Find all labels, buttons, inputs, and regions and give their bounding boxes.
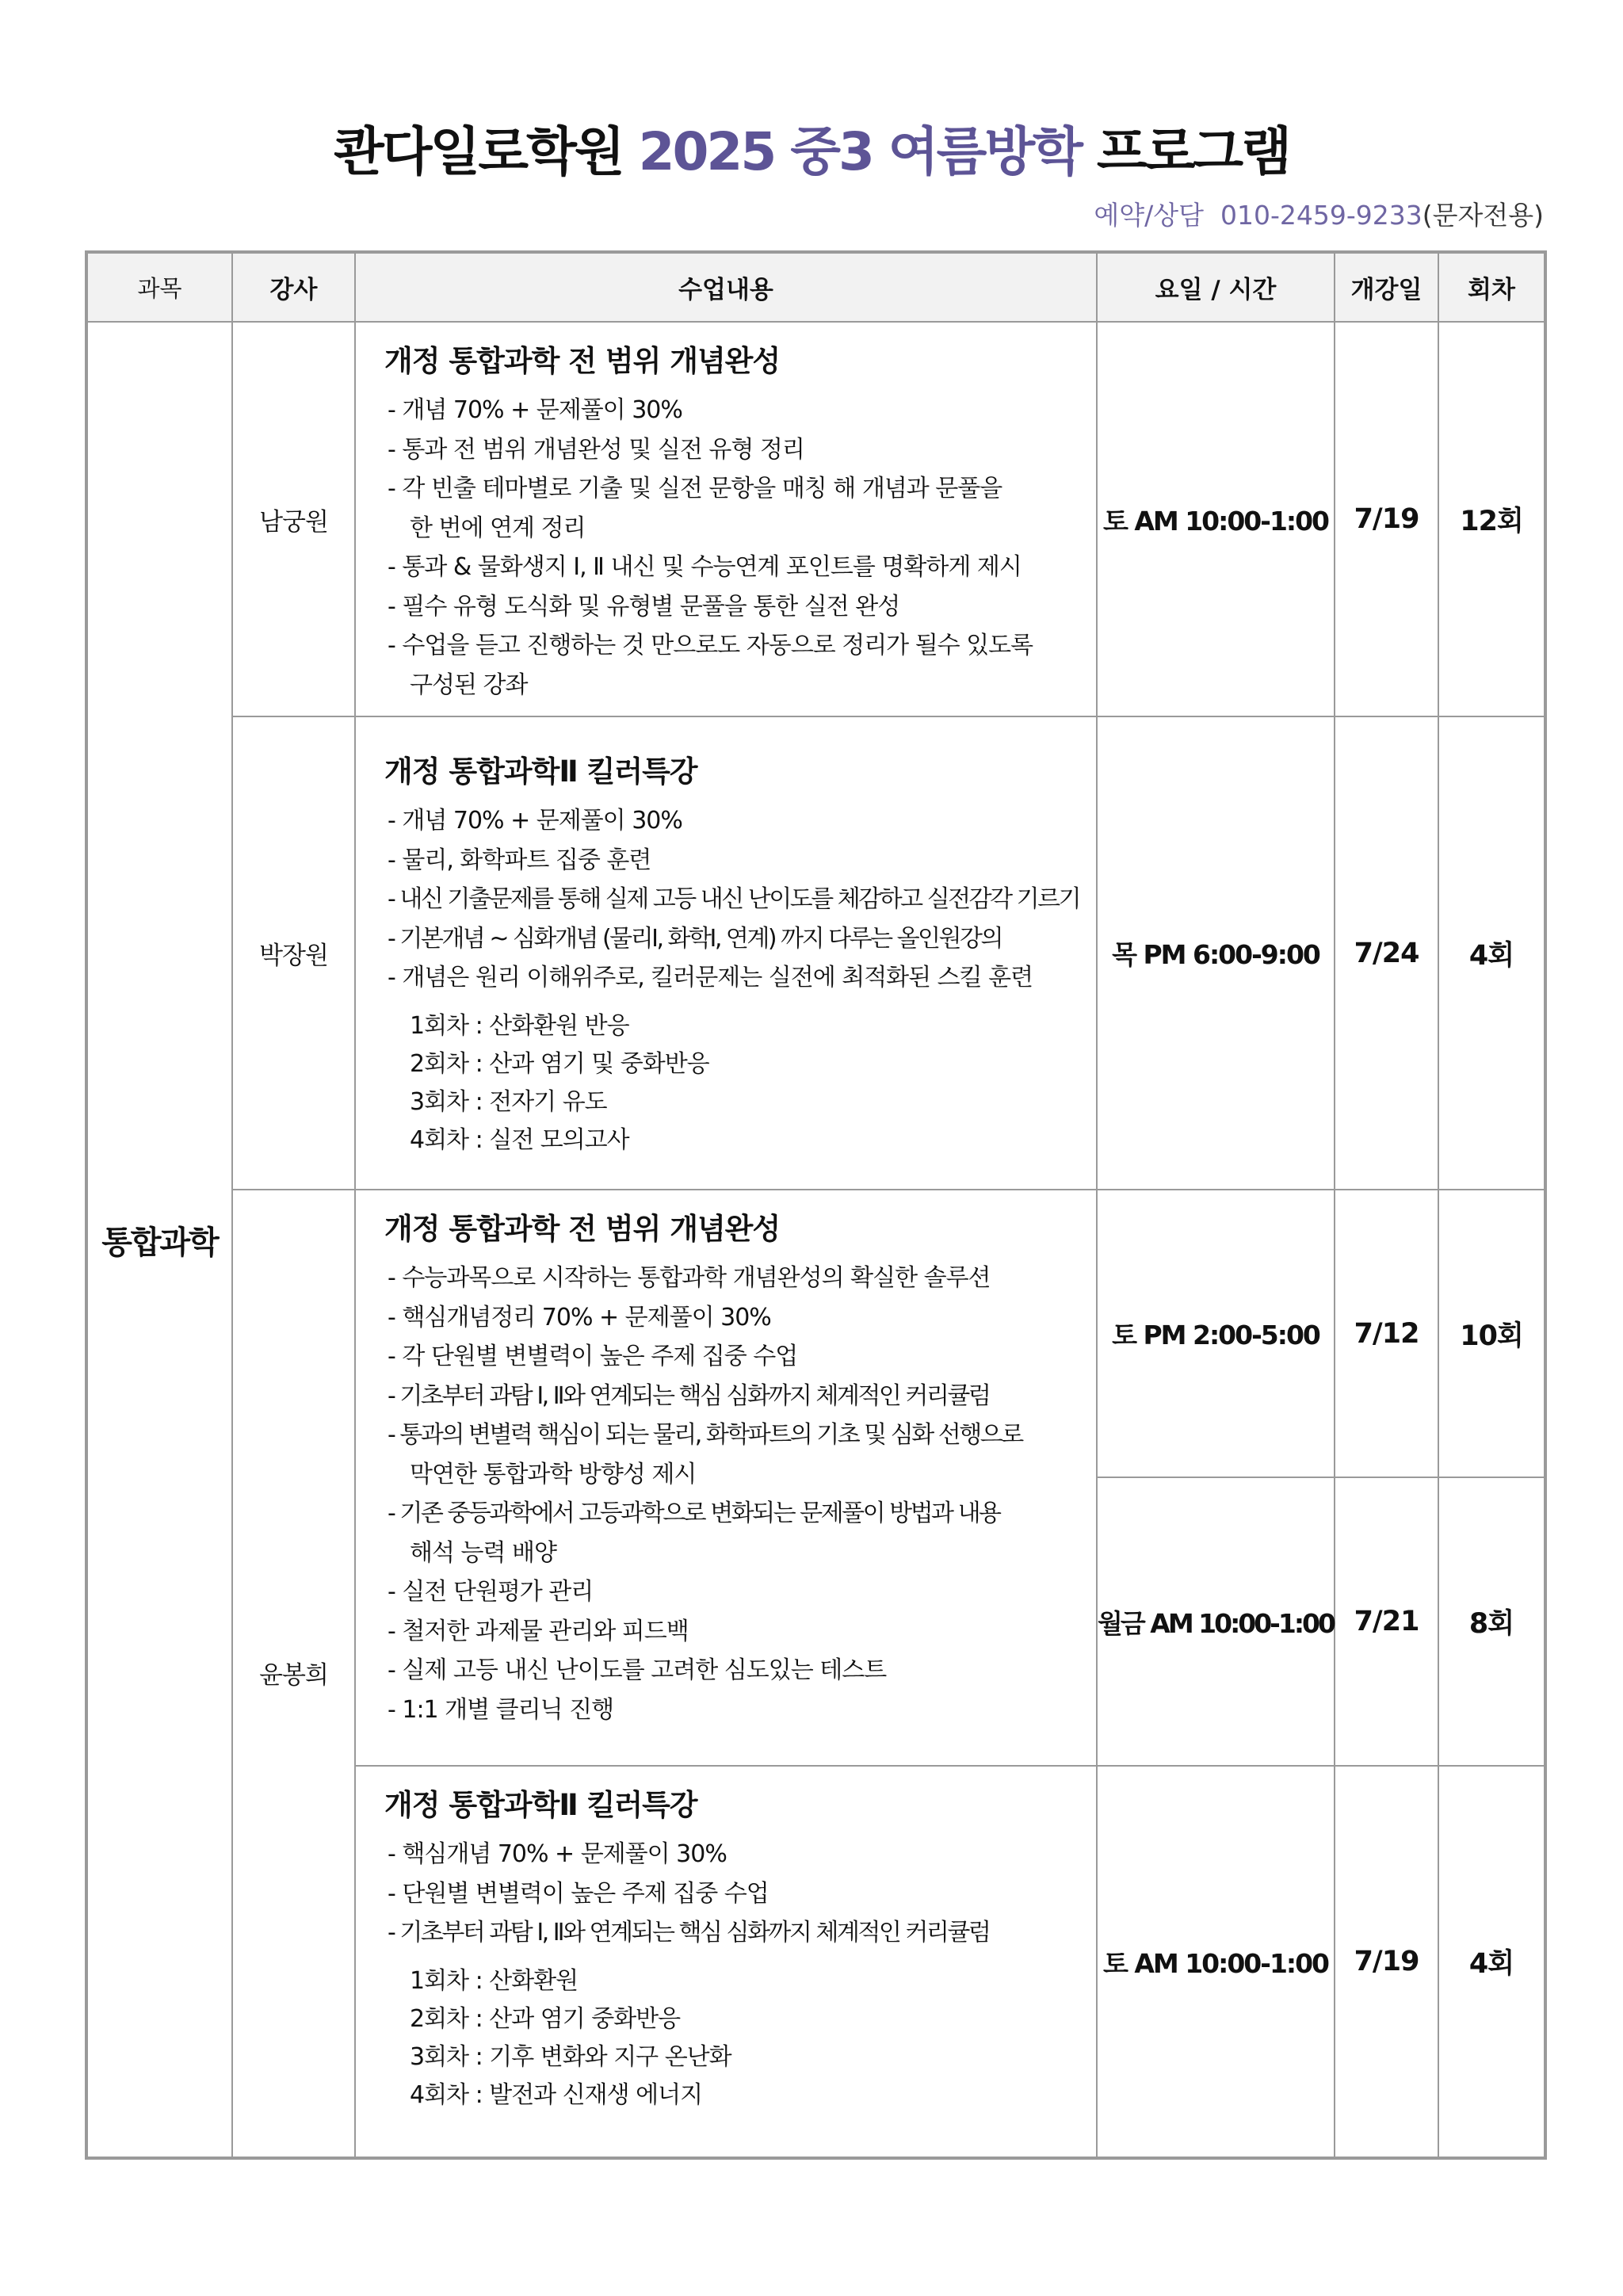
header-teacher: 강사 [232,252,355,322]
teacher-cell [232,1190,355,2158]
content-line: - 기존 중등과학에서 고등과학으로 변화되는 문제풀이 방법과 내용 [388,1499,1000,1527]
content-line: 한 번에 연계 정리 [410,514,586,542]
content-cell [355,716,1097,1190]
teacher-cell: 박장원 [232,716,355,1190]
content-line: - 수능과목으로 시작하는 통합과학 개념완성의 확실한 솔루션 [388,1264,991,1292]
contact-phone: 예약/상담 010-2459-9233 [1094,200,1423,231]
session-item: 4회차 : 발전과 신재생 에너지 [410,2080,703,2109]
content-line: - 단원별 변별력이 높은 주제 집중 수업 [388,1879,769,1908]
content-line: - 핵심개념정리 70% + 문제풀이 30% [388,1303,771,1331]
title-academy: 콴다일로학원 [334,121,623,182]
content-cell [355,1766,1097,2158]
subject-cell: 통합과학 [86,322,232,2158]
header-content: 수업내용 [355,252,1097,322]
content-line: - 각 단원별 변별력이 높은 주제 집중 수업 [388,1343,798,1370]
content-line: - 개념 70% + 문제풀이 30% [388,807,682,835]
session-item: 4회차 : 실전 모의고사 [410,1125,629,1154]
teacher-cell: 남궁원 [232,322,355,716]
course-title: 개정 통합과학 전 범위 개념완성 [384,344,781,378]
schedule-cell: 토 AM 10:00-1:00 [1097,1766,1335,2158]
session-item: 3회차 : 기후 변화와 지구 온난화 [410,2042,731,2071]
sessions-cell: 4회 [1438,1766,1545,2158]
content-line: - 통과 & 물화생지 Ⅰ, Ⅱ 내신 및 수능연계 포인트를 명확하게 제시 [388,553,1022,581]
content-line: - 통과의 변별력 핵심이 되는 물리, 화학파트의 기초 및 심화 선행으로 [388,1421,1022,1449]
start-date-cell: 7/12 [1335,1190,1438,1477]
start-date-cell: 7/19 [1335,322,1438,716]
session-list [388,1962,1072,2115]
course-title: 개정 통합과학Ⅱ 킬러특강 [384,755,697,789]
schedule-cell: 토 AM 10:00-1:00 [1097,322,1335,716]
content-line: 해석 능력 배양 [410,1538,556,1567]
content-cell [355,1190,1097,1766]
table-row [86,1190,1545,1477]
sessions-cell: 4회 [1438,716,1545,1190]
content-line: - 기본개념 ~ 심화개념 (물리Ⅰ, 화학Ⅰ, 연계) 까지 다루는 올인원강의 [388,924,1002,953]
content-line: - 실제 고등 내신 난이도를 고려한 심도있는 테스트 [388,1656,887,1684]
content-line: - 각 빈출 테마별로 기출 및 실전 문항을 매칭 해 개념과 문풀을 [388,475,1002,502]
content-line: - 내신 기출문제를 통해 실제 고등 내신 난이도를 체감하고 실전감각 기르기 [388,885,1080,913]
title-program: 2025 중3 여름방학 [638,121,1081,182]
content-line: - 실전 단원평가 관리 [388,1578,594,1606]
schedule-cell: 목 PM 6:00-9:00 [1097,716,1335,1190]
course-title: 개정 통합과학Ⅱ 킬러특강 [384,1788,697,1822]
session-item: 1회차 : 산화환원 반응 [410,1011,629,1040]
header-start-date: 개강일 [1335,252,1438,322]
start-date-cell: 7/21 [1335,1477,1438,1766]
content-line: - 철저한 과제물 관리와 피드백 [388,1617,689,1645]
content-line: - 필수 유형 도식화 및 유형별 문풀을 통한 실전 완성 [388,592,900,621]
course-title: 개정 통합과학 전 범위 개념완성 [384,1212,781,1246]
table-header-row [86,252,1545,322]
session-item: 2회차 : 산과 염기 및 중화반응 [410,1049,709,1078]
content-line: - 물리, 화학파트 집중 훈련 [388,846,651,874]
content-line: - 기초부터 과탐 Ⅰ, Ⅱ와 연계되는 핵심 심화까지 체계적인 커리큘럼 [388,1381,990,1410]
content-line: 막연한 통합과학 방향성 제시 [410,1460,697,1488]
contact-info [1094,195,1544,232]
content-cell [355,322,1097,716]
header-schedule: 요일 / 시간 [1097,252,1335,322]
title-suffix: 프로그램 [1096,121,1289,182]
teacher-name: 윤봉희 [259,1661,328,1690]
session-item: 1회차 : 산화환원 [410,1966,579,1995]
contact-note: (문자전용) [1422,200,1544,231]
content-line: - 수업을 듣고 진행하는 것 만으로도 자동으로 정리가 될수 있도록 [388,632,1033,659]
content-line: - 개념은 원리 이해위주로, 킬러문제는 실전에 최적화된 스킬 훈련 [388,964,1033,991]
header-sessions: 회차 [1438,252,1545,322]
content-line: - 핵심개념 70% + 문제풀이 30% [388,1840,727,1868]
content-line: - 통과 전 범위 개념완성 및 실전 유형 정리 [388,435,804,464]
schedule-cell: 월금 AM 10:00-1:00 [1097,1477,1335,1766]
content-line: - 기초부터 과탐 Ⅰ, Ⅱ와 연계되는 핵심 심화까지 체계적인 커리큘럼 [388,1919,990,1946]
content-line: - 1:1 개별 클리닉 진행 [388,1695,614,1724]
start-date-cell: 7/24 [1335,716,1438,1190]
sessions-cell: 10회 [1438,1190,1545,1477]
header-subject: 과목 [86,252,232,322]
session-item: 3회차 : 전자기 유도 [410,1087,607,1116]
schedule-table [85,250,1547,2160]
sessions-cell: 12회 [1438,322,1545,716]
sessions-cell: 8회 [1438,1477,1545,1766]
session-list [388,1007,1072,1159]
table-row [86,322,1545,716]
start-date-cell: 7/19 [1335,1766,1438,2158]
page-title [0,109,1623,185]
content-line: 구성된 강좌 [410,670,528,699]
content-line: - 개념 70% + 문제풀이 30% [388,396,682,424]
schedule-cell: 토 PM 2:00-5:00 [1097,1190,1335,1477]
table-row [86,716,1545,1190]
session-item: 2회차 : 산과 염기 중화반응 [410,2004,681,2033]
